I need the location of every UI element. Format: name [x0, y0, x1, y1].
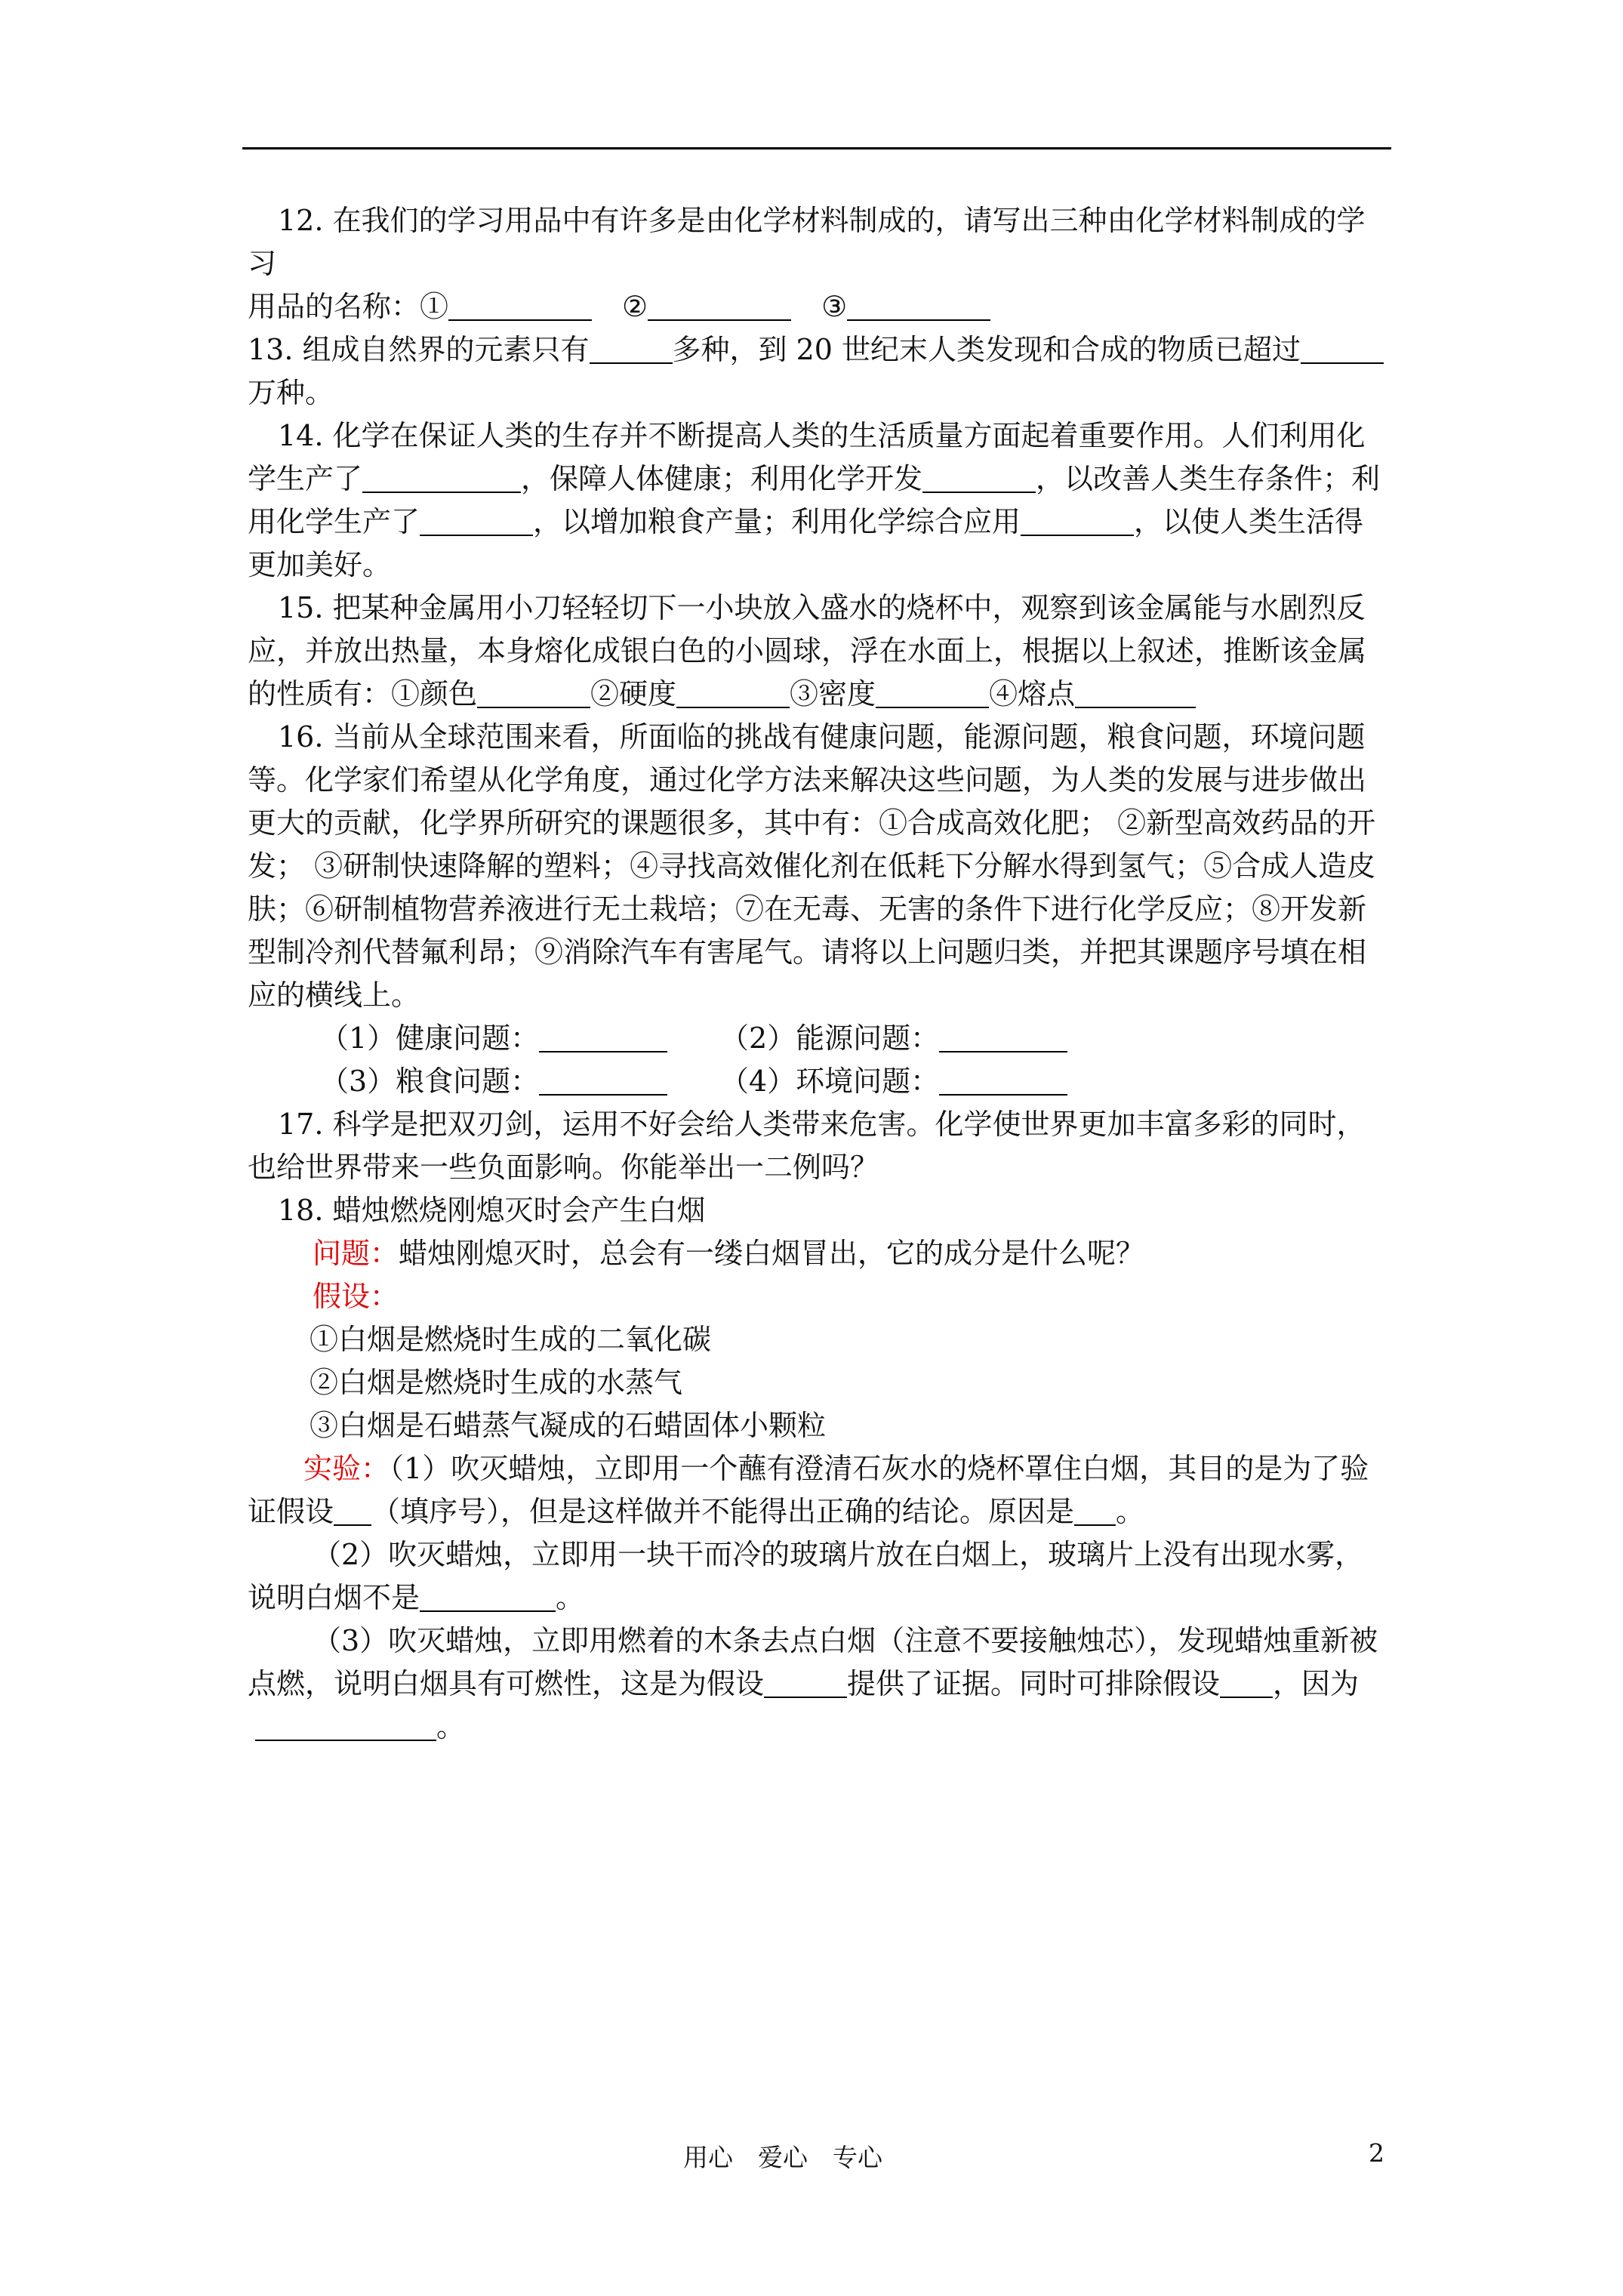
answer-blank[interactable] — [590, 335, 673, 364]
q16-category-row-2 — [248, 1060, 1387, 1103]
q18-hypothesis-2 — [248, 1361, 1387, 1404]
answer-blank[interactable] — [1021, 507, 1134, 536]
answer-blank[interactable] — [420, 1583, 556, 1612]
q17-text: 17. 科学是把双刃剑，运用不好会给人类带来危害。化学使世界更加丰富多彩的同时，也给世界带来一些负面影响。你能举出一二例吗？ — [248, 1108, 1366, 1184]
answer-blank[interactable] — [847, 292, 990, 321]
question-16 — [248, 716, 1387, 1017]
q18-hypothesis-heading: 假设： — [313, 1280, 399, 1313]
q18-e3-text-d: 。 — [436, 1710, 466, 1743]
answer-blank[interactable] — [676, 680, 790, 708]
q16-category-environment: （4）环境问题： — [720, 1065, 940, 1098]
q16-category-health: （1）健康问题： — [320, 1022, 540, 1055]
q18-title: 18. 蜡烛燃烧刚熄灭时会产生白烟 — [278, 1194, 706, 1227]
answer-blank[interactable] — [1075, 680, 1196, 708]
q18-hypothesis-label — [248, 1275, 1387, 1318]
question-12-line2 — [248, 285, 1387, 328]
footer-motto: 用心 爱心 专心 — [683, 2143, 882, 2172]
q18-h2-text: ②白烟是燃烧时生成的水蒸气 — [310, 1366, 683, 1399]
q18-e2-text-a: （2）吹灭蜡烛，立即用一块干而冷的玻璃片放在白烟上，玻璃片上没有出现水雾，说明白烟不是 — [248, 1538, 1364, 1614]
answer-blank[interactable] — [1074, 1497, 1116, 1526]
page-content — [248, 199, 1387, 1749]
header-rule — [242, 147, 1391, 149]
q18-e2-text-b: 。 — [556, 1581, 585, 1614]
q18-e1-text-a: （1）吹灭蜡烛，立即用一个蘸有澄清石灰水的烧杯罩住白烟，其目的是为了验证假设 — [248, 1452, 1369, 1528]
answer-blank[interactable] — [539, 1067, 667, 1096]
answer-blank[interactable] — [255, 1712, 436, 1741]
answer-blank[interactable] — [448, 292, 592, 321]
answer-blank[interactable] — [1220, 1669, 1273, 1698]
q16-category-row-1 — [248, 1017, 1387, 1060]
question-12 — [248, 199, 1387, 285]
q12-mark-3: ③ — [821, 290, 848, 323]
q18-hypothesis-1 — [248, 1318, 1387, 1361]
answer-blank[interactable] — [922, 464, 1036, 493]
question-18-title — [248, 1189, 1387, 1232]
q18-hypothesis-3 — [248, 1404, 1387, 1447]
answer-blank[interactable] — [362, 464, 521, 493]
answer-blank[interactable] — [420, 507, 533, 536]
answer-blank[interactable] — [764, 1669, 847, 1698]
question-13 — [248, 328, 1387, 415]
q14-part2: ，保障人体健康；利用化学开发 — [521, 462, 923, 495]
q13-part3: 万种。 — [248, 376, 334, 409]
q12-line1: 12. 在我们的学习用品中有许多是由化学材料制成的，请写出三种由化学材料制成的学习 — [248, 204, 1366, 280]
answer-blank[interactable] — [1301, 335, 1384, 364]
q16-category-energy: （2）能源问题： — [720, 1022, 940, 1055]
q15-property-density: ③密度 — [790, 677, 876, 710]
question-14 — [248, 415, 1387, 587]
page-number: 2 — [1369, 2138, 1384, 2168]
q18-experiment-3-tail — [248, 1706, 1387, 1749]
q18-experiment-label: 实验： — [303, 1452, 390, 1485]
answer-blank[interactable] — [939, 1067, 1067, 1096]
answer-blank[interactable] — [477, 680, 590, 708]
q16-category-food: （3）粮食问题： — [320, 1065, 540, 1098]
q18-e3-text-c: ，因为 — [1273, 1667, 1360, 1700]
q18-e1-text-c: 。 — [1116, 1495, 1145, 1528]
question-17 — [248, 1103, 1387, 1189]
q15-text: 15. 把某种金属用小刀轻轻切下一小块放入盛水的烧杯中，观察到该金属能与水剧烈反应，并放出热量，本身熔化成银白色的小圆球，浮在水面上，根据以上叙述，推断该金属的性质有： — [248, 591, 1367, 710]
q18-e1-text-b: （填序号），但是这样做并不能得出正确的结论。原因是 — [371, 1495, 1075, 1528]
q18-e3-text-b: 提供了证据。同时可排除假设 — [847, 1667, 1221, 1700]
q18-question — [248, 1232, 1387, 1275]
q12-line2-prefix: 用品的名称：① — [248, 290, 449, 323]
q14-part1: 14. 化学在保证人类的生存并不断提高人类的生活质量方面起着重要作用。人们利用化学生产了 — [248, 419, 1366, 495]
q18-h3-text: ③白烟是石蜡蒸气凝成的石蜡固体小颗粒 — [310, 1409, 827, 1442]
q15-property-color: ①颜色 — [391, 677, 478, 710]
answer-blank[interactable] — [334, 1497, 371, 1526]
answer-blank[interactable] — [939, 1024, 1067, 1052]
q18-question-text: 蜡烛刚熄灭时，总会有一缕白烟冒出，它的成分是什么呢？ — [399, 1237, 1145, 1270]
answer-blank[interactable] — [539, 1024, 667, 1052]
q15-property-melting-point: ④熔点 — [989, 677, 1076, 710]
q18-question-label: 问题： — [313, 1237, 399, 1270]
q18-h1-text: ①白烟是燃烧时生成的二氧化碳 — [310, 1323, 712, 1356]
q16-text: 16. 当前从全球范围来看，所面临的挑战有健康问题，能源问题，粮食问题，环境问题等。化学家们希望从化学角度，通过化学方法来解决这些问题，为人类的发展与进步做出更大的贡献，化学界所研究的课题很多，其中有：①合成高效化肥； ②新型高效药品的开发； ③研制快速降解的塑料；④寻找高效催化剂在低耗下分解水得到氢气；⑤合成人造皮肤；⑥研制植物营养液进行无土栽培；⑦在无毒、无害的条件下进行化学反应；⑧开发新型制冷剂代替氟利昂；⑨消除汽车有害尾气。请将以上问题归类，并把其课题序号填在相应的横线上。 — [248, 720, 1376, 1012]
question-15 — [248, 587, 1387, 716]
q12-mark-2: ② — [622, 290, 648, 323]
q18-e3-text-a: （3）吹灭蜡烛，立即用燃着的木条去点白烟（注意不要接触烛芯），发现蜡烛重新被点燃，说明白烟具有可燃性，这是为假设 — [248, 1624, 1378, 1700]
q18-experiment-1 — [248, 1447, 1387, 1533]
q14-part5: ，以使人类生活得更加美好。 — [248, 505, 1364, 581]
q18-experiment-3 — [248, 1620, 1387, 1706]
q13-part1: 13. 组成自然界的元素只有 — [248, 333, 590, 366]
q14-part4: ，以增加粮食产量；利用化学综合应用 — [533, 505, 1021, 538]
q18-experiment-2 — [248, 1533, 1387, 1620]
q15-property-hardness: ②硬度 — [590, 677, 677, 710]
q14-part3: ，以改善人类生存条件；利用化学生产了 — [248, 462, 1381, 538]
q13-part2: 多种，到 20 世纪末人类发现和合成的物质已超过 — [672, 333, 1301, 366]
answer-blank[interactable] — [648, 292, 791, 321]
answer-blank[interactable] — [876, 680, 989, 708]
